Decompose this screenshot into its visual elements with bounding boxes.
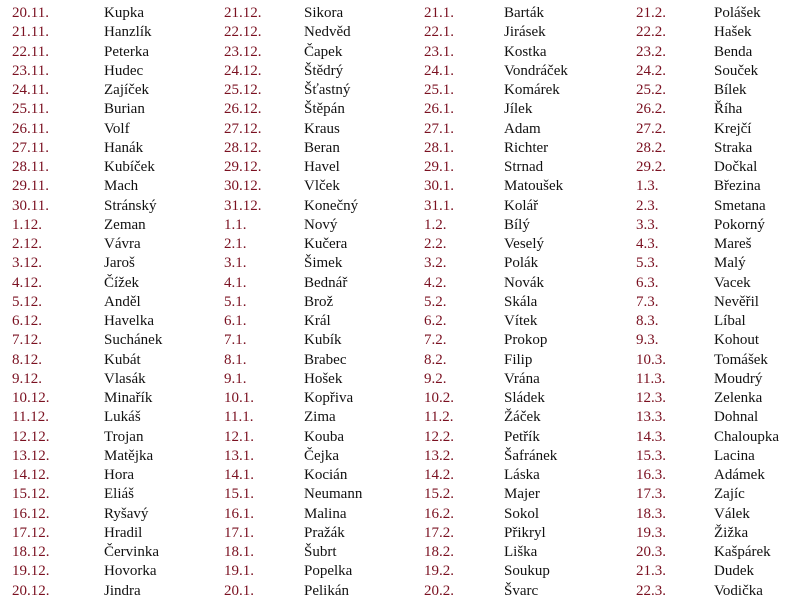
name-cell: Vlasák [104, 370, 146, 387]
name-cell: Majer [504, 486, 540, 503]
name-cell: Popelka [304, 563, 353, 580]
date-cell: 11.2. [424, 409, 454, 426]
name-cell: Jindra [104, 582, 141, 599]
name-cell: Soukup [504, 563, 550, 580]
name-cell: Brabec [304, 351, 347, 368]
date-cell: 21.1. [424, 5, 454, 21]
date-cell: 18.1. [224, 544, 254, 560]
date-cell: 24.2. [636, 62, 666, 79]
name-cell: Trojan [104, 428, 144, 445]
date-cell: 5.12. [12, 293, 42, 310]
name-cell: Březina [714, 178, 761, 195]
date-cell: 24.12. [224, 62, 262, 79]
name-cell: Volf [104, 120, 130, 137]
date-cell: 14.1. [224, 467, 254, 483]
name-cell: Pokorný [714, 216, 765, 233]
date-cell: 8.2. [424, 351, 447, 368]
name-cell: Suchánek [104, 332, 163, 349]
name-cell: Bílek [714, 82, 747, 98]
name-cell: Říha [714, 101, 743, 118]
name-cell: Konečný [304, 197, 359, 214]
date-cell: 22.3. [636, 582, 666, 599]
name-cell: Kupka [104, 5, 144, 21]
date-cell: 15.12. [12, 486, 50, 503]
name-cell: Tomášek [714, 351, 768, 368]
date-cell: 13.12. [12, 447, 50, 464]
name-cell: Láska [504, 467, 540, 483]
date-cell: 10.12. [12, 390, 50, 406]
date-cell: 13.3. [636, 409, 666, 426]
name-cell: Havelka [104, 313, 154, 329]
date-cell: 11.1. [224, 409, 254, 426]
name-cell: Neumann [304, 486, 363, 503]
date-cell: 4.1. [224, 274, 247, 291]
date-cell: 17.2. [424, 524, 454, 541]
name-cell: Dudek [714, 563, 754, 580]
name-cell: Polák [504, 255, 539, 272]
name-cell: Jílek [504, 101, 533, 118]
date-cell: 26.1. [424, 101, 454, 118]
name-cell: Hašek [714, 24, 752, 41]
date-cell: 8.3. [636, 313, 659, 329]
name-cell: Eliáš [104, 486, 134, 503]
date-cell: 6.1. [224, 313, 247, 329]
date-cell: 10.1. [224, 390, 254, 406]
date-cell: 19.3. [636, 524, 666, 541]
name-cell: Beran [304, 139, 340, 156]
name-cell: Malina [304, 505, 347, 522]
date-cell: 8.1. [224, 351, 247, 368]
date-cell: 12.3. [636, 390, 666, 406]
date-cell: 19.1. [224, 563, 254, 580]
date-cell: 15.3. [636, 447, 666, 464]
name-cell: Válek [714, 505, 750, 522]
name-cell: Švarc [504, 582, 539, 599]
name-cell: Zelenka [714, 390, 763, 406]
date-cell: 19.12. [12, 563, 50, 580]
name-cell: Vondráček [504, 62, 568, 79]
name-cell: Benda [714, 43, 753, 60]
name-cell: Malý [714, 255, 746, 272]
date-cell: 17.3. [636, 486, 666, 503]
name-cell: Kučera [304, 236, 348, 252]
name-cell: Straka [714, 139, 753, 156]
name-cell: Vacek [714, 274, 751, 291]
date-cell: 28.1. [424, 139, 454, 156]
name-cell: Štědrý [304, 62, 344, 79]
name-cell: Veselý [504, 236, 544, 252]
date-cell: 17.1. [224, 524, 254, 541]
name-cell: Sikora [304, 5, 344, 21]
date-cell: 13.2. [424, 447, 454, 464]
name-cell: Havel [304, 159, 340, 175]
name-cell: Vodička [714, 582, 763, 599]
date-cell: 23.2. [636, 43, 666, 60]
date-cell: 22.2. [636, 24, 666, 41]
date-cell: 26.2. [636, 101, 666, 118]
name-cell: Lacina [714, 447, 755, 464]
name-cell: Vlček [304, 178, 340, 195]
name-cell: Kubát [104, 351, 141, 368]
name-cell: Zajíc [714, 486, 745, 503]
date-cell: 14.12. [12, 467, 50, 483]
date-cell: 4.3. [636, 236, 659, 252]
date-cell: 16.3. [636, 467, 666, 483]
name-cell: Jirásek [504, 24, 546, 41]
date-cell: 21.3. [636, 563, 666, 580]
name-cell: Hošek [304, 370, 343, 387]
date-cell: 1.12. [12, 216, 42, 233]
date-cell: 23.1. [424, 43, 454, 60]
date-cell: 11.12. [12, 409, 49, 426]
date-cell: 2.3. [636, 197, 659, 214]
name-cell: Filip [504, 351, 533, 368]
name-cell: Jaroš [104, 255, 135, 272]
date-cell: 16.2. [424, 505, 454, 522]
name-cell: Novák [504, 274, 544, 291]
date-cell: 17.12. [12, 524, 50, 541]
date-cell: 12.1. [224, 428, 254, 445]
name-cell: Kubík [304, 332, 342, 349]
name-cell: Šafránek [504, 447, 558, 464]
date-cell: 9.3. [636, 332, 659, 349]
name-cell: Adam [504, 120, 541, 137]
date-cell: 24.11. [12, 82, 49, 98]
name-cell: Král [304, 313, 331, 329]
date-cell: 15.2. [424, 486, 454, 503]
name-cell: Stránský [104, 197, 157, 214]
name-cell: Šubrt [304, 544, 337, 560]
name-cell: Lukáš [104, 409, 141, 426]
name-cell: Ryšavý [104, 505, 149, 522]
name-cell: Zeman [104, 216, 146, 233]
date-cell: 6.2. [424, 313, 447, 329]
name-cell: Krejčí [714, 120, 752, 137]
name-cell: Kohout [714, 332, 759, 349]
name-cell: Kopřiva [304, 390, 354, 406]
date-cell: 1.2. [424, 216, 447, 233]
name-cell: Šimek [304, 255, 343, 272]
name-cell: Červinka [104, 544, 159, 560]
name-cell: Vítek [504, 313, 538, 329]
name-cell: Nedvěd [304, 24, 351, 41]
date-cell: 29.2. [636, 159, 666, 175]
date-cell: 9.12. [12, 370, 42, 387]
date-cell: 3.12. [12, 255, 42, 272]
date-cell: 20.1. [224, 582, 254, 599]
name-cell: Líbal [714, 313, 746, 329]
date-cell: 7.1. [224, 332, 247, 349]
date-cell: 4.2. [424, 274, 447, 291]
name-cell: Petřík [504, 428, 540, 445]
date-cell: 16.12. [12, 505, 50, 522]
date-cell: 13.1. [224, 447, 254, 464]
date-cell: 28.12. [224, 139, 262, 156]
date-cell: 10.2. [424, 390, 454, 406]
name-cell: Kolář [504, 197, 539, 214]
name-cell: Brož [304, 293, 334, 310]
date-cell: 20.2. [424, 582, 454, 599]
name-cell: Vrána [504, 370, 540, 387]
name-cell: Sokol [504, 505, 540, 522]
date-cell: 12.2. [424, 428, 454, 445]
name-cell: Dohnal [714, 409, 759, 426]
date-cell: 30.11. [12, 197, 49, 214]
date-cell: 7.3. [636, 293, 659, 310]
name-cell: Skála [504, 293, 538, 310]
name-cell: Mach [104, 178, 139, 195]
name-cell: Bednář [304, 274, 348, 291]
date-cell: 3.3. [636, 216, 659, 233]
name-cell: Kostka [504, 43, 547, 60]
date-cell: 9.2. [424, 370, 447, 387]
date-cell: 29.11. [12, 178, 49, 195]
date-cell: 2.12. [12, 236, 42, 252]
name-cell: Matějka [104, 447, 154, 464]
name-cell: Chaloupka [714, 428, 779, 445]
name-cell: Matoušek [504, 178, 564, 195]
date-cell: 5.1. [224, 293, 247, 310]
name-cell: Strnad [504, 159, 544, 175]
date-cell: 22.11. [12, 43, 49, 60]
name-cell: Souček [714, 62, 759, 79]
date-cell: 8.12. [12, 351, 42, 368]
date-cell: 29.12. [224, 159, 262, 175]
name-cell: Smetana [714, 197, 766, 214]
date-cell: 22.1. [424, 24, 454, 41]
date-cell: 21.2. [636, 5, 666, 21]
date-cell: 25.11. [12, 101, 49, 118]
name-cell: Mareš [714, 236, 752, 252]
name-cell: Hovorka [104, 563, 157, 580]
date-cell: 1.3. [636, 178, 659, 195]
date-cell: 10.3. [636, 351, 666, 368]
date-cell: 30.12. [224, 178, 262, 195]
name-cell: Peterka [104, 43, 149, 60]
name-cell: Kubíček [104, 159, 155, 175]
name-cell: Adámek [714, 467, 765, 483]
date-cell: 5.2. [424, 293, 447, 310]
date-cell: 23.11. [12, 62, 49, 79]
name-cell: Kocián [304, 467, 348, 483]
name-cell: Sládek [504, 390, 545, 406]
date-cell: 12.12. [12, 428, 50, 445]
name-cell: Hora [104, 467, 134, 483]
name-cell: Moudrý [714, 370, 763, 387]
date-cell: 21.11. [12, 24, 49, 41]
date-cell: 26.12. [224, 101, 262, 118]
name-cell: Prokop [504, 332, 548, 349]
name-cell: Přikryl [504, 524, 546, 541]
name-cell: Hanák [104, 139, 144, 156]
date-cell: 21.12. [224, 5, 262, 21]
name-cell: Šťastný [304, 82, 351, 98]
name-cell: Pelikán [304, 582, 349, 599]
date-cell: 15.1. [224, 486, 254, 503]
date-cell: 25.1. [424, 82, 454, 98]
date-cell: 25.12. [224, 82, 262, 98]
date-cell: 27.11. [12, 139, 49, 156]
date-cell: 16.1. [224, 505, 254, 522]
name-cell: Polášek [714, 5, 761, 21]
date-cell: 11.3. [636, 370, 666, 387]
name-cell: Minařík [104, 390, 153, 406]
name-cell: Liška [504, 544, 538, 560]
date-cell: 5.3. [636, 255, 659, 272]
name-cell: Dočkal [714, 159, 758, 175]
date-cell: 14.3. [636, 428, 666, 445]
date-cell: 3.2. [424, 255, 447, 272]
date-cell: 7.12. [12, 332, 42, 349]
name-cell: Kašpárek [714, 544, 771, 560]
date-cell: 7.2. [424, 332, 447, 349]
name-cell: Pražák [304, 524, 345, 541]
name-cell: Bílý [504, 216, 530, 233]
name-cell: Hanzlík [104, 24, 152, 41]
date-cell: 18.3. [636, 505, 666, 522]
date-cell: 3.1. [224, 255, 247, 272]
name-cell: Nevěřil [714, 293, 759, 310]
date-cell: 2.2. [424, 236, 447, 252]
date-cell: 20.3. [636, 544, 666, 560]
name-cell: Štěpán [304, 101, 345, 118]
date-cell: 20.12. [12, 582, 50, 599]
name-cell: Zima [304, 409, 336, 426]
name-cell: Nový [304, 216, 338, 233]
date-cell: 29.1. [424, 159, 454, 175]
name-cell: Kraus [304, 120, 340, 137]
date-cell: 25.2. [636, 82, 666, 98]
name-cell: Richter [504, 139, 549, 156]
date-cell: 30.1. [424, 178, 454, 195]
date-cell: 6.12. [12, 313, 42, 329]
date-cell: 28.11. [12, 159, 49, 175]
date-cell: 2.1. [224, 236, 247, 252]
date-cell: 27.1. [424, 120, 454, 137]
date-cell: 4.12. [12, 274, 42, 291]
date-cell: 6.3. [636, 274, 659, 291]
name-cell: Žáček [504, 409, 541, 426]
name-cell: Komárek [504, 82, 560, 98]
name-cell: Zajíček [104, 82, 149, 98]
date-cell: 19.2. [424, 563, 454, 580]
name-cell: Čejka [304, 447, 339, 464]
date-cell: 20.11. [12, 5, 49, 21]
name-cell: Burian [104, 101, 145, 118]
date-cell: 27.2. [636, 120, 666, 137]
date-cell: 9.1. [224, 370, 247, 387]
name-cell: Hudec [104, 62, 144, 79]
date-cell: 28.2. [636, 139, 666, 156]
name-cell: Čapek [304, 43, 343, 60]
date-cell: 22.12. [224, 24, 262, 41]
date-cell: 27.12. [224, 120, 262, 137]
name-cell: Barták [504, 5, 544, 21]
date-cell: 18.2. [424, 544, 454, 560]
name-cell: Vávra [104, 236, 141, 252]
date-cell: 31.12. [224, 197, 262, 214]
name-cell: Kouba [304, 428, 344, 445]
date-cell: 18.12. [12, 544, 50, 560]
date-cell: 26.11. [12, 120, 49, 137]
name-cell: Anděl [104, 293, 141, 310]
date-cell: 23.12. [224, 43, 262, 60]
date-cell: 24.1. [424, 62, 454, 79]
name-cell: Žižka [714, 524, 749, 541]
date-cell: 14.2. [424, 467, 454, 483]
name-cell: Čížek [104, 274, 139, 291]
name-cell: Hradil [104, 524, 143, 541]
date-cell: 31.1. [424, 197, 454, 214]
date-cell: 1.1. [224, 216, 247, 233]
